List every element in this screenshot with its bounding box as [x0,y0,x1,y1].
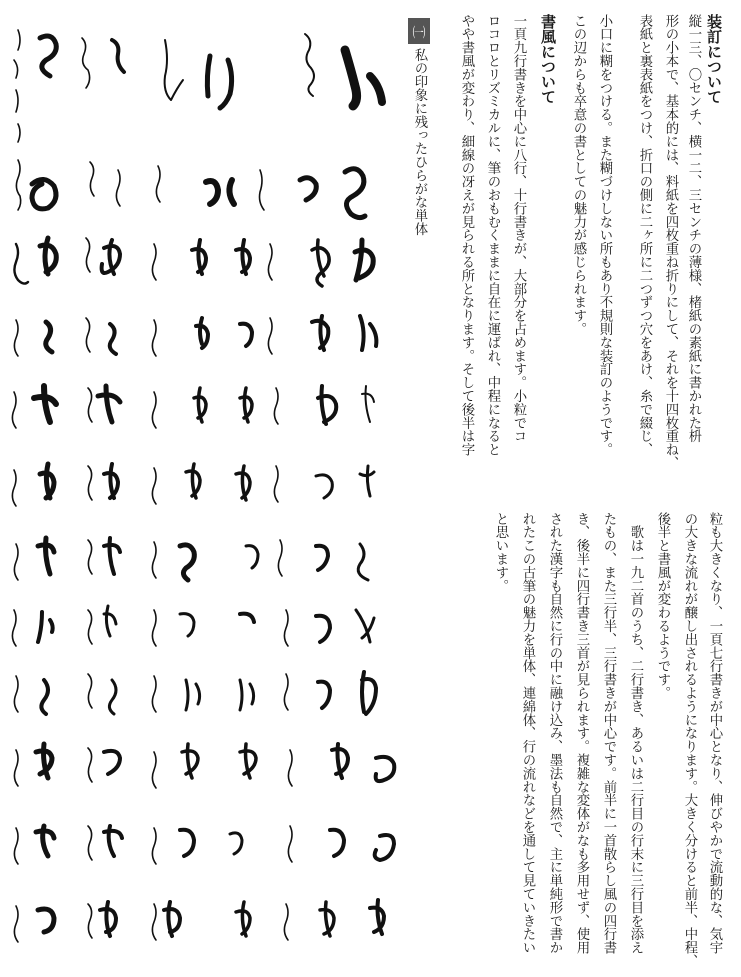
cont-line-9: と思います。 [493,512,508,593]
cont-line-3: 後半と書風が変わるようです。 [655,512,670,700]
binding-line-3: 表紙と裏表紙をつけ、折口の側に二ヶ所に二つずつ穴をあけ、糸で綴じ、 [637,14,652,457]
style-line-2: ロコロとリズミカルに、筆のおもむくままに自在に運ばれ、中程になると [485,14,500,457]
binding-line-4: 小口に糊をつける。また糊づけしない所もあり不規則な装訂のようです。 [597,14,612,457]
binding-heading: 装訂について [705,14,723,104]
cont-line-4: 歌は一九二首のうち、二行書き、あるいは二行目の行末に三行目を添え [628,512,643,955]
cont-line-8: れたこの古筆の魅力を単体、連綿体、行の流れなどを通して見ていきたい [520,512,535,955]
cont-line-1: 粒も大きくなり、一頁七行書きが中心となり、伸びやかで流動的な、気宇 [707,512,722,955]
caption-number: ㈠ [408,18,430,44]
cont-line-6: き、後半に四行書き三首が見られます。複雑な変体がなも多用せず、使用 [574,512,589,955]
style-line-1: 一頁九行書きを中心に八行、十行書きが、大部分を占めます。小粒でコ [511,14,526,443]
style-heading: 書風について [539,14,557,104]
cont-line-7: された漢字も自然に行の中に融け込み、墨法も自然で、主に単純形で書か [547,512,562,955]
cont-line-5: たもの、また三行半、三行書きが中心です。前半に一首散らし風の四行書 [601,512,616,955]
cont-line-2: の大きな流れが醸し出されるようになります。大きく分けると前半、中程、 [682,512,697,968]
binding-line-5: この辺からも卒意の書としての魅力が感じられます。 [571,14,586,336]
caption-title: 私の印象に残ったひらがな単体 [412,48,427,236]
binding-line-2: 形の小本で、基本的には、料紙を四枚重ね折りにして、それを十四枚重ね、 [663,14,678,470]
binding-line-1: 縦一三、〇センチ、横一二、三センチの薄様、楮紙の素紙に書かれた枡 [686,14,701,443]
style-line-3: やや書風が変わり、細線の冴えが見られる所となります。そして後半は字 [459,14,474,457]
